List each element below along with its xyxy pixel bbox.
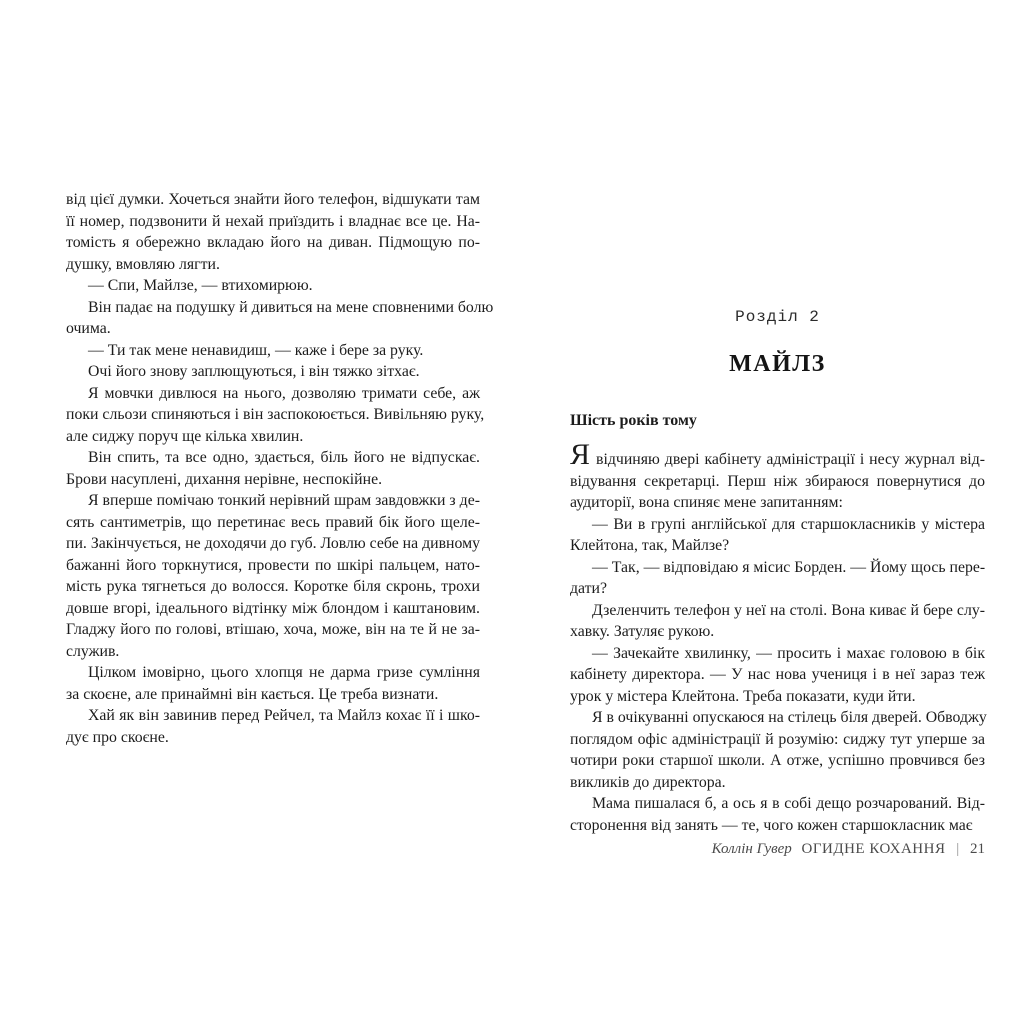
- text-line: довше вгорі, ідеального відтінку між блондом і каштановим.: [66, 599, 480, 617]
- paragraph: [570, 707, 985, 793]
- initial-letter: Я: [570, 438, 591, 471]
- page-number: 21: [970, 841, 985, 857]
- text-line: Я мовчки дивлюся на нього, дозволяю тримати себе, аж: [88, 384, 480, 402]
- text-line: урок у містера Клейтона. Треба показати, куди йти.: [570, 687, 916, 705]
- text-line: Він спить, та все одно, здається, біль його не відпускає.: [88, 449, 480, 466]
- text-line: викликів до директора.: [570, 773, 726, 791]
- paragraph: [570, 793, 985, 836]
- text-line: пи. Закінчується, не доходячи до губ. Ловлю себе на дивному: [66, 535, 480, 552]
- text-line: — Так, — відповідаю я місис Борден. — Йому щось пере-: [592, 558, 986, 576]
- paragraph: [66, 189, 480, 275]
- text-line: чотири роки старшої школи. А отже, успішно провчився без: [570, 752, 985, 769]
- text-line: від цієї думки. Хочеться знайти його телефон, відшукати там: [66, 191, 480, 208]
- text-line: — Ви в групі англійської для старшокласників у містера: [592, 515, 985, 533]
- text-line: — Зачекайте хвилинку, — просить і махає головою в бік: [592, 644, 985, 662]
- text-line: Явідчиняю двері кабінету адміністрації і несу журнал від-: [570, 438, 985, 471]
- text-line: поглядом офіс адміністрації й розумію: сиджу тут уперше за: [570, 730, 985, 748]
- chapter-label: Розділ 2: [735, 308, 820, 326]
- text-line: сторонення від занять — те, чого кожен старшокласник має: [570, 816, 973, 834]
- text-line: аудиторії, вона спиняє мене запитанням:: [570, 494, 843, 511]
- text-line: Мама пишалася б, а ось я в собі дещо розчарований. Від-: [592, 795, 985, 812]
- paragraph: [66, 705, 480, 748]
- text-line: мість рука тягнеться до волосся. Коротке біля скронь, трохи: [66, 578, 480, 595]
- text-line: Очі його знову заплющуються, і він тяжко зітхає.: [88, 363, 420, 380]
- text-line: дує про скоєне.: [66, 728, 169, 746]
- text-line: дати?: [570, 580, 608, 597]
- text-line: Він падає на подушку й дивиться на мене сповненими болю: [88, 298, 494, 316]
- paragraph: [66, 447, 480, 490]
- paragraph: [66, 490, 480, 662]
- paragraph: [66, 297, 494, 340]
- paragraph: [570, 643, 985, 708]
- text-line: Цілком імовірно, цього хлопця не дарма гризе сумління: [88, 664, 480, 681]
- text-line: служив.: [66, 642, 120, 660]
- footer-separator: |: [956, 841, 960, 857]
- text-line: — Спи, Майлзе, — втихомирюю.: [88, 277, 313, 294]
- text-line: Я вперше помічаю тонкий нерівний шрам завдовжки з де-: [88, 492, 480, 509]
- text-line: але сиджу поруч ще кілька хвилин.: [66, 427, 304, 445]
- paragraph: [66, 383, 485, 448]
- text-line: Дзеленчить телефон у неї на столі. Вона киває й бере слу-: [592, 601, 985, 619]
- text-line: сять сантиметрів, що перетинає весь правий бік його щеле-: [66, 513, 480, 531]
- text-line: Хай як він завинив перед Рейчел, та Майлз кохає її і шко-: [88, 707, 480, 724]
- text-line: Брови насуплені, дихання нерівне, неспокійне.: [66, 470, 383, 488]
- text-line: Гладжу його по голові, втішаю, хоча, може, він на те й не за-: [66, 621, 480, 638]
- text-line: за скоєне, але принаймні він кається. Це треба визнати.: [66, 685, 439, 703]
- footer-book-title: ОГИДНЕ КОХАННЯ: [801, 841, 946, 857]
- text-line: Я в очікуванні опускаюся на стілець біля дверей. Обводжу: [592, 709, 987, 726]
- paragraph: [66, 361, 480, 383]
- paragraph: [570, 438, 985, 514]
- text-line: її номер, подзвонити й нехай приїздить і владнає все це. На-: [66, 212, 480, 230]
- paragraph: [570, 557, 985, 600]
- paragraph: [570, 600, 985, 643]
- text-line: відування секретарці. Перш ніж збираюся повернутися до: [570, 472, 985, 490]
- section-heading: Шість років тому: [570, 412, 697, 429]
- text-line: поки сльози спиняються і він заспокоюється. Вивільняю руку,: [66, 406, 485, 423]
- text-line: Клейтона, так, Майлзе?: [570, 537, 730, 554]
- right-page-body: [570, 438, 987, 836]
- text-line: кабінету директора. — У нас нова учениця і в неї зараз теж: [570, 666, 985, 683]
- paragraph: [66, 340, 480, 362]
- text-line: очима.: [66, 320, 111, 337]
- chapter-title: МАЙЛЗ: [729, 351, 826, 377]
- text-line: бажанні його торкнутися, провести по шкірі пальцем, нато-: [66, 556, 480, 574]
- running-footer: [712, 841, 985, 858]
- text-line: томість я обережно вкладаю його на диван. Підмощую по-: [66, 234, 480, 251]
- paragraph: [570, 514, 985, 557]
- text-line: хавку. Затуляє рукою.: [570, 623, 715, 640]
- footer-author: Коллін Гувер: [711, 841, 792, 857]
- paragraph: [66, 275, 480, 297]
- text-line: — Ти так мене ненавидиш, — каже і бере за руку.: [88, 341, 424, 359]
- left-page-text: [66, 189, 494, 748]
- text-line: душку, вмовляю лягти.: [66, 255, 220, 273]
- right-page: [570, 307, 985, 836]
- paragraph: [66, 662, 480, 705]
